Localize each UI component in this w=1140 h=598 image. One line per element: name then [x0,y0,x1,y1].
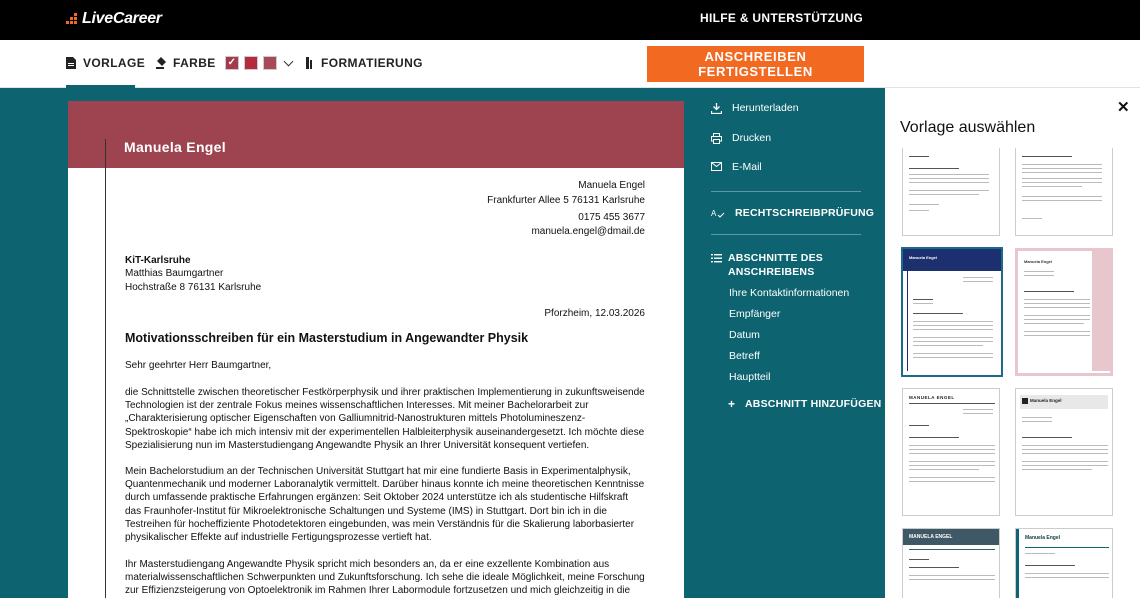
email-label: E-Mail [732,161,762,173]
print-label: Drucken [732,132,772,144]
download-label: Herunterladen [732,102,799,114]
printer-icon [711,133,722,143]
letter-vertical-rule [105,139,106,598]
section-link[interactable]: Empfänger [729,308,781,320]
thumbnail-name: Manuela Engel [909,255,938,260]
recipient-org: KiT-Karlsruhe [125,255,191,266]
sidebar-divider [711,191,861,192]
list-icon [711,253,722,263]
add-section-button[interactable] [728,397,881,411]
letter-paragraph: Ihr Masterstudiengang Angewandte Physik spricht mich besonders an, da er eine exzellente Kombination aus materialwissenschaftlichen Schwerpunkten und Zukunftsforschung. Ich sehe die ideale Möglichkeit, meine Forschung zur Effizienzsteigerung von Optoelektronik im Rahmen Ihrer Labormodule fortzusetzen und mich gleichzeitig in die [125,559,645,597]
tab-template[interactable] [66,56,145,70]
template-thumbnail[interactable] [1015,148,1113,236]
section-link[interactable]: Betreff [729,350,760,362]
color-swatch[interactable] [244,56,258,70]
envelope-icon [711,162,722,172]
svg-text:A: A [711,209,717,218]
spellcheck-icon [711,208,725,218]
thumbnail-name: MANUELA ENGEL [909,534,953,540]
tab-formatting[interactable] [304,56,423,70]
thumbnail-name: MANUELA ENGEL [909,395,955,400]
spellcheck-action[interactable] [711,207,874,219]
active-tab-indicator [66,85,135,88]
letter-subject: Motivationsschreiben für ein Masterstudium in Angewandter Physik [125,331,529,345]
thumbnail-name: Manuela Engel [1025,535,1061,541]
color-swatch-selected[interactable] [225,56,239,70]
editor-toolbar [0,40,1140,88]
section-link[interactable]: Datum [729,329,760,341]
format-icon [304,57,314,69]
sender-phone: 0175 455 3677 [578,212,645,223]
section-link[interactable]: Ihre Kontaktinformationen [729,287,850,299]
letter-paragraph: Mein Bachelorstudium an der Technischen Universität Stuttgart hat mir eine fundierte Basis in Experimentalphysik, Quantenmechanik und moderner Laboranalytik vermittelt. Darüber hinaus konnte ich meine theoretischen Kenntnisse durch umfassende praktische Erfahrungen ergänzen: Seit Oktober 2024 unterstütze ich als studentische Hilfskraft das Fraunhofer-Institut für Mikroelektronische Schaltungen und Systeme (IMS) in Stuttgart. Dort bin ich in die Testreihen für hocheffiziente Photodetektoren eingebunden, was mein Verständnis für die Skalierung laborbasierter physikalischer Effekte auf industrielle Fertigungsprozesse vertieft hat. [125,466,645,544]
spellcheck-label: RECHTSCHREIBPRÜFUNG [735,207,875,219]
letter-header-name: Manuela Engel [124,139,226,155]
logo-mark-icon [66,13,80,25]
add-section-label: ABSCHNITT HINZUFÜGEN [745,398,882,410]
tab-template-label: VORLAGE [83,56,146,70]
download-icon [711,103,722,113]
tab-formatting-label: FORMATIERUNG [321,56,423,70]
color-swatch[interactable] [263,56,277,70]
download-action[interactable] [711,102,799,114]
template-thumbnail[interactable] [902,528,1000,598]
tab-color[interactable] [156,56,292,70]
recipient-name: Matthias Baumgartner [125,268,224,279]
plus-icon: + [728,397,736,411]
thumbnail-name: Manuela Engel [1024,259,1053,264]
top-bar [0,0,1140,40]
document-icon [66,57,76,69]
sidebar-divider [711,234,861,235]
recipient-address: Hochstraße 8 76131 Karlsruhe [125,282,262,293]
chevron-down-icon[interactable] [283,56,293,66]
finish-letter-button[interactable]: ANSCHREIBEN FERTIGSTELLEN [647,46,864,82]
paint-bucket-icon [156,57,166,69]
template-thumbnail-selected[interactable] [901,247,1003,377]
template-thumbnail[interactable] [1015,388,1113,516]
sections-header [711,252,848,279]
template-thumbnail[interactable] [1015,528,1113,598]
letter-date: Pforzheim, 12.03.2026 [544,308,645,319]
livecareer-logo[interactable] [66,10,162,28]
help-link[interactable]: HILFE & UNTERSTÜTZUNG [700,11,863,25]
print-action[interactable] [711,132,771,144]
letter-preview[interactable] [68,101,684,598]
sections-title: ABSCHNITTE DES ANSCHREIBENS [728,252,823,278]
template-thumbnail[interactable] [902,148,1000,236]
email-action[interactable] [711,161,762,173]
thumbnail-name: Manuela Engel [1030,398,1062,403]
tab-color-label: FARBE [173,56,216,70]
panel-title: Vorlage auswählen [900,119,1036,136]
sender-address: Frankfurter Allee 5 76131 Karlsruhe [487,195,645,206]
sender-email: manuela.engel@dmail.de [531,226,645,237]
section-link[interactable]: Hauptteil [729,371,771,383]
close-icon[interactable]: ✕ [1117,99,1130,116]
letter-header-band [68,101,684,168]
letter-paragraph: die Schnittstelle zwischen theoretischer Festkörperphysik und ihrer praktischen Implementierung in zukunftsweisende Technologien ist der zentrale Fokus meines wissenschaftlichen Interesses. Mit meiner Bachelorarbeit zur „Charakterisierung optischer Eigenschaften von Galliumnitrid-Nanostrukturen mittels Photolumineszenz-Spektroskopie“ habe ich mich intensiv mit der experimentellen Halbleiterphysik auseinandergesetzt. Ich möchte diese Spezialisierung nun im Masterstudiengang Angewandte Physik an Ihrer Universität konsequent vertiefen. [125,387,645,451]
template-thumbnail[interactable] [902,388,1000,516]
letter-salutation: Sehr geehrter Herr Baumgartner, [125,360,272,371]
template-thumbnail[interactable] [1015,248,1113,376]
sender-name: Manuela Engel [578,180,645,191]
template-panel [885,88,1140,598]
logo-text: LiveCareer [82,10,162,27]
